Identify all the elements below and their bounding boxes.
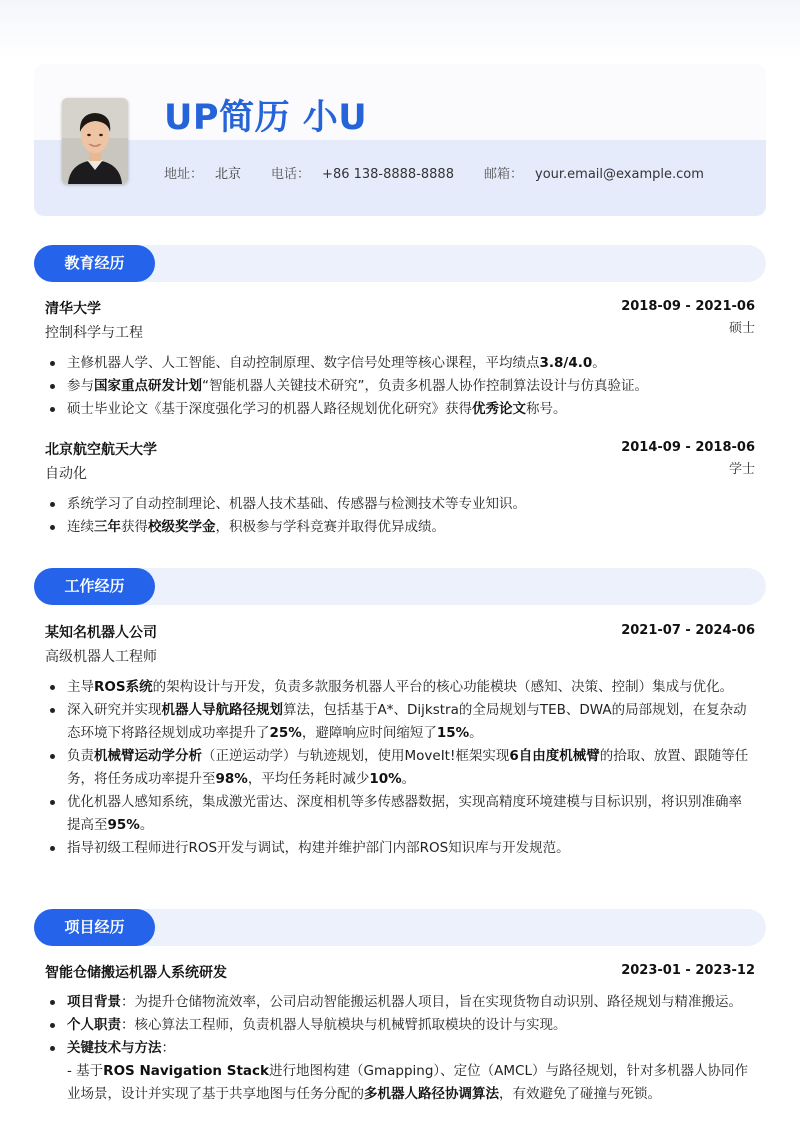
item-text: 进行地图构建（Gmapping）、定位（AMCL）与路径规划，针对多机器人协同作业场景，设计并实现了基于共享地图与任务分配的 — [67, 1063, 748, 1102]
list-item — [45, 745, 755, 791]
item-text: 负责 — [67, 748, 94, 764]
item-text: 主导 — [67, 679, 94, 695]
address-value: 北京 — [215, 167, 242, 182]
bullet-list — [45, 352, 755, 421]
contact-email — [484, 163, 704, 182]
contact-address — [164, 163, 241, 182]
contact-info — [164, 163, 734, 182]
list-item — [45, 1037, 755, 1106]
section-work — [34, 568, 766, 605]
item-text: 参与 — [67, 378, 94, 394]
highlight-text: ROS系统 — [94, 679, 153, 695]
list-item — [45, 1014, 755, 1037]
item-text: 的架构设计与开发，负责多款服务机器人平台的核心功能模块（感知、决策、控制）集成与优化。 — [152, 679, 734, 695]
item-text: 获得 — [121, 519, 148, 535]
highlight-text: 三年 — [94, 519, 121, 535]
section-title: 教育经历 — [34, 245, 155, 282]
item-text: 的拾取、放置、跟随等任务，将任务成功率提升至 — [67, 748, 749, 787]
top-band — [0, 0, 800, 60]
item-text: ：为提升仓储物流效率，公司启动智能搬运机器人项目，旨在实现货物自动识别、路径规划与精准搬运。 — [121, 994, 742, 1010]
bullet-list — [45, 991, 755, 1106]
highlight-text: 优秀论文 — [472, 401, 526, 417]
major: 自动化 — [45, 466, 87, 482]
bullet-list — [45, 676, 755, 860]
highlight-text: 机械臂运动学分析 — [94, 748, 202, 764]
highlight-text: 95% — [107, 817, 140, 833]
bullet-list — [45, 493, 755, 539]
profile-photo — [62, 98, 128, 184]
candidate-name: UP简历 小U — [164, 98, 368, 138]
item-text: 。 — [139, 817, 154, 833]
item-text: 优化机器人感知系统，集成激光雷达、深度相机等多传感器数据，实现高精度环境建模与目标识别，将识别准确率提高至 — [67, 794, 742, 833]
email-value: your.email@example.com — [535, 167, 704, 182]
item-text: “智能机器人关键技术研究”，负责多机器人协作控制算法设计与仿真验证。 — [202, 378, 648, 394]
highlight-text: 个人职责 — [67, 1017, 121, 1033]
highlight-text: 15% — [436, 725, 470, 741]
degree: 硕士 — [728, 321, 755, 336]
section-projects — [34, 909, 766, 946]
list-item — [45, 991, 755, 1014]
list-item — [45, 398, 755, 421]
item-text: 系统学习了自动控制理论、机器人技术基础、传感器与检测技术等专业知识。 — [67, 496, 526, 512]
item-text: 。 — [469, 725, 483, 741]
list-item — [45, 375, 755, 398]
job-role: 高级机器人工程师 — [45, 649, 157, 665]
item-text: ，有效避免了碰撞与死锁。 — [499, 1086, 661, 1102]
date-range: 2023-01 - 2023-12 — [621, 963, 755, 978]
item-text: ，平均任务耗时减少 — [247, 771, 370, 787]
list-item — [45, 516, 755, 539]
item-text: 深入研究并实现 — [67, 702, 162, 718]
item-text: ，积极参与学科竞赛并取得优异成绩。 — [215, 519, 445, 535]
highlight-text: ROS Navigation Stack — [103, 1063, 270, 1079]
highlight-text: 国家重点研发计划 — [94, 378, 202, 394]
section-title: 项目经历 — [34, 909, 155, 946]
section-title: 工作经历 — [34, 568, 155, 605]
item-text: 主修机器人学、人工智能、自动控制原理、数字信号处理等核心课程，平均绩点 — [67, 355, 540, 371]
major: 控制科学与工程 — [45, 325, 143, 341]
list-item — [45, 699, 755, 745]
list-item — [45, 493, 755, 516]
item-text: 指导初级工程师进行ROS开发与调试，构建并维护部门内部ROS知识库与开发规范。 — [67, 840, 570, 856]
item-text: ： - 基于 — [67, 1040, 175, 1079]
item-text: 硕士毕业论文《基于深度强化学习的机器人路径规划优化研究》获得 — [67, 401, 472, 417]
highlight-text: 机器人导航路径规划 — [161, 702, 283, 718]
date-range: 2021-07 - 2024-06 — [621, 623, 755, 638]
list-item — [45, 837, 755, 860]
highlight-text: 6自由度机械臂 — [509, 748, 600, 764]
highlight-text: 项目背景 — [67, 994, 121, 1010]
item-text: 连续 — [67, 519, 94, 535]
avatar — [62, 98, 128, 184]
highlight-text: 校级奖学金 — [148, 519, 216, 535]
item-text: ，避障响应时间缩短了 — [301, 725, 437, 741]
highlight-text: 关键技术与方法 — [67, 1040, 162, 1056]
highlight-text: 98% — [215, 771, 248, 787]
degree: 学士 — [728, 462, 755, 477]
email-label: 邮箱： — [483, 167, 523, 182]
item-text: 。 — [592, 355, 606, 371]
address-label: 地址： — [164, 167, 204, 182]
highlight-text: 多机器人路径协调算法 — [364, 1086, 499, 1102]
list-item — [45, 352, 755, 375]
section-education — [34, 245, 766, 282]
company-name: 某知名机器人公司 — [45, 625, 157, 641]
item-text: 。 — [401, 771, 416, 787]
highlight-text: 3.8/4.0 — [539, 355, 593, 371]
item-text: 称号。 — [526, 401, 567, 417]
list-item — [45, 791, 755, 837]
highlight-text: 10% — [369, 771, 402, 787]
item-text: （正逆运动学）与轨迹规划，使用MoveIt!框架实现 — [202, 748, 510, 764]
header-card — [34, 64, 766, 216]
contact-phone — [271, 163, 454, 182]
date-range: 2014-09 - 2018-06 — [621, 440, 755, 455]
project-name: 智能仓储搬运机器人系统研发 — [45, 965, 227, 981]
school-name: 北京航空航天大学 — [45, 442, 157, 458]
school-name: 清华大学 — [45, 301, 101, 317]
list-item — [45, 676, 755, 699]
highlight-text: 25% — [269, 725, 302, 741]
phone-value: +86 138-8888-8888 — [322, 167, 454, 182]
item-text: ：核心算法工程师，负责机器人导航模块与机械臂抓取模块的设计与实现。 — [121, 1017, 567, 1033]
phone-label: 电话： — [271, 167, 311, 182]
date-range: 2018-09 - 2021-06 — [621, 299, 755, 314]
item-text: 算法，包括基于A*、Dijkstra的全局规划与TEB、DWA的局部规划，在复杂动态环境下将路径规划成功率提升了 — [67, 702, 747, 741]
